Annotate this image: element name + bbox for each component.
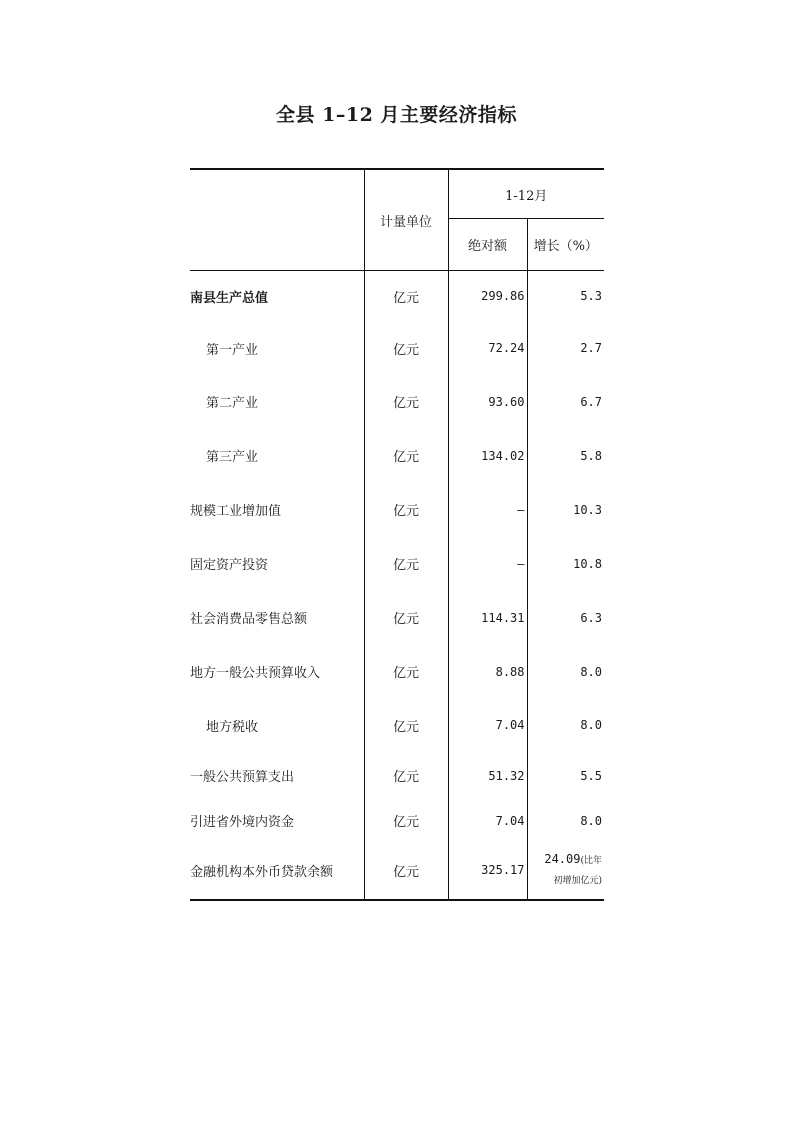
row-absolute: 7.04 (448, 699, 527, 752)
row-growth-note-1: (比年 (580, 856, 602, 866)
row-name: 社会消费品零售总额 (190, 612, 308, 627)
table-row (190, 429, 604, 483)
row-unit: 亿元 (364, 483, 448, 537)
table-row (190, 271, 604, 322)
row-absolute: 325.17 (448, 842, 527, 900)
row-name: 引进省外境内资金 (190, 815, 295, 830)
row-name: 规模工业增加值 (190, 504, 282, 519)
table-row (190, 842, 604, 900)
table-row (190, 483, 604, 537)
header-growth-cell (527, 219, 604, 271)
row-growth: 6.3 (527, 591, 604, 645)
row-growth: 10.8 (527, 537, 604, 591)
row-name: 一般公共预算支出 (190, 770, 295, 785)
header-absolute-label: 绝对额 (467, 239, 507, 254)
row-unit: 亿元 (364, 699, 448, 752)
row-absolute: 114.31 (448, 591, 527, 645)
indicators-table (190, 168, 604, 901)
row-absolute: 7.04 (448, 800, 527, 842)
row-name: 南县生产总值 (190, 290, 269, 306)
row-unit: 亿元 (364, 591, 448, 645)
table-row (190, 322, 604, 375)
row-growth: 6.7 (527, 375, 604, 429)
row-growth: 5.8 (527, 429, 604, 483)
row-growth-note-2: 初增加亿元) (553, 876, 602, 886)
row-name: 第二产业 (206, 396, 259, 411)
row-absolute: – (448, 483, 527, 537)
row-name: 第三产业 (206, 450, 259, 465)
row-growth: 10.3 (527, 483, 604, 537)
table-row (190, 375, 604, 429)
row-name: 地方税收 (206, 719, 259, 735)
header-period-cell (448, 169, 604, 219)
table-row (190, 591, 604, 645)
row-absolute: 72.24 (448, 322, 527, 375)
table-row (190, 537, 604, 591)
row-absolute: 8.88 (448, 645, 527, 699)
row-growth: 8.0 (527, 800, 604, 842)
row-name: 金融机构本外币贷款余额 (190, 842, 364, 900)
header-absolute-cell (448, 219, 527, 271)
row-unit: 亿元 (364, 375, 448, 429)
row-growth-cell (527, 842, 604, 900)
row-growth: 5.3 (527, 271, 604, 322)
row-name: 第一产业 (206, 342, 259, 358)
row-unit: 亿元 (364, 752, 448, 800)
table-row (190, 800, 604, 842)
row-absolute: 299.86 (448, 271, 527, 322)
row-unit: 亿元 (364, 322, 448, 375)
row-growth: 2.7 (527, 322, 604, 375)
row-growth: 5.5 (527, 752, 604, 800)
indicators-table-wrapper (190, 168, 604, 901)
row-unit: 亿元 (364, 645, 448, 699)
row-unit: 亿元 (364, 271, 448, 322)
row-name: 地方一般公共预算收入 (190, 666, 321, 681)
header-indicator-cell (190, 169, 364, 271)
header-period-label: 1-12月 (505, 188, 548, 204)
row-absolute: 93.60 (448, 375, 527, 429)
row-growth: 24.09 (544, 852, 581, 866)
row-absolute: – (448, 537, 527, 591)
row-unit: 亿元 (364, 537, 448, 591)
row-unit: 亿元 (364, 842, 448, 900)
row-growth: 8.0 (527, 699, 604, 752)
table-row (190, 645, 604, 699)
row-unit: 亿元 (364, 800, 448, 842)
table-row (190, 699, 604, 752)
header-unit-cell (364, 169, 448, 271)
row-growth: 8.0 (527, 645, 604, 699)
table-row (190, 752, 604, 800)
row-absolute: 134.02 (448, 429, 527, 483)
header-growth-label: 增长（%） (533, 239, 598, 254)
row-absolute: 51.32 (448, 752, 527, 800)
page-title: 全县 1–12 月主要经济指标 (276, 104, 517, 126)
row-unit: 亿元 (364, 429, 448, 483)
header-unit-label: 计量单位 (379, 214, 432, 230)
row-name: 固定资产投资 (190, 558, 269, 573)
